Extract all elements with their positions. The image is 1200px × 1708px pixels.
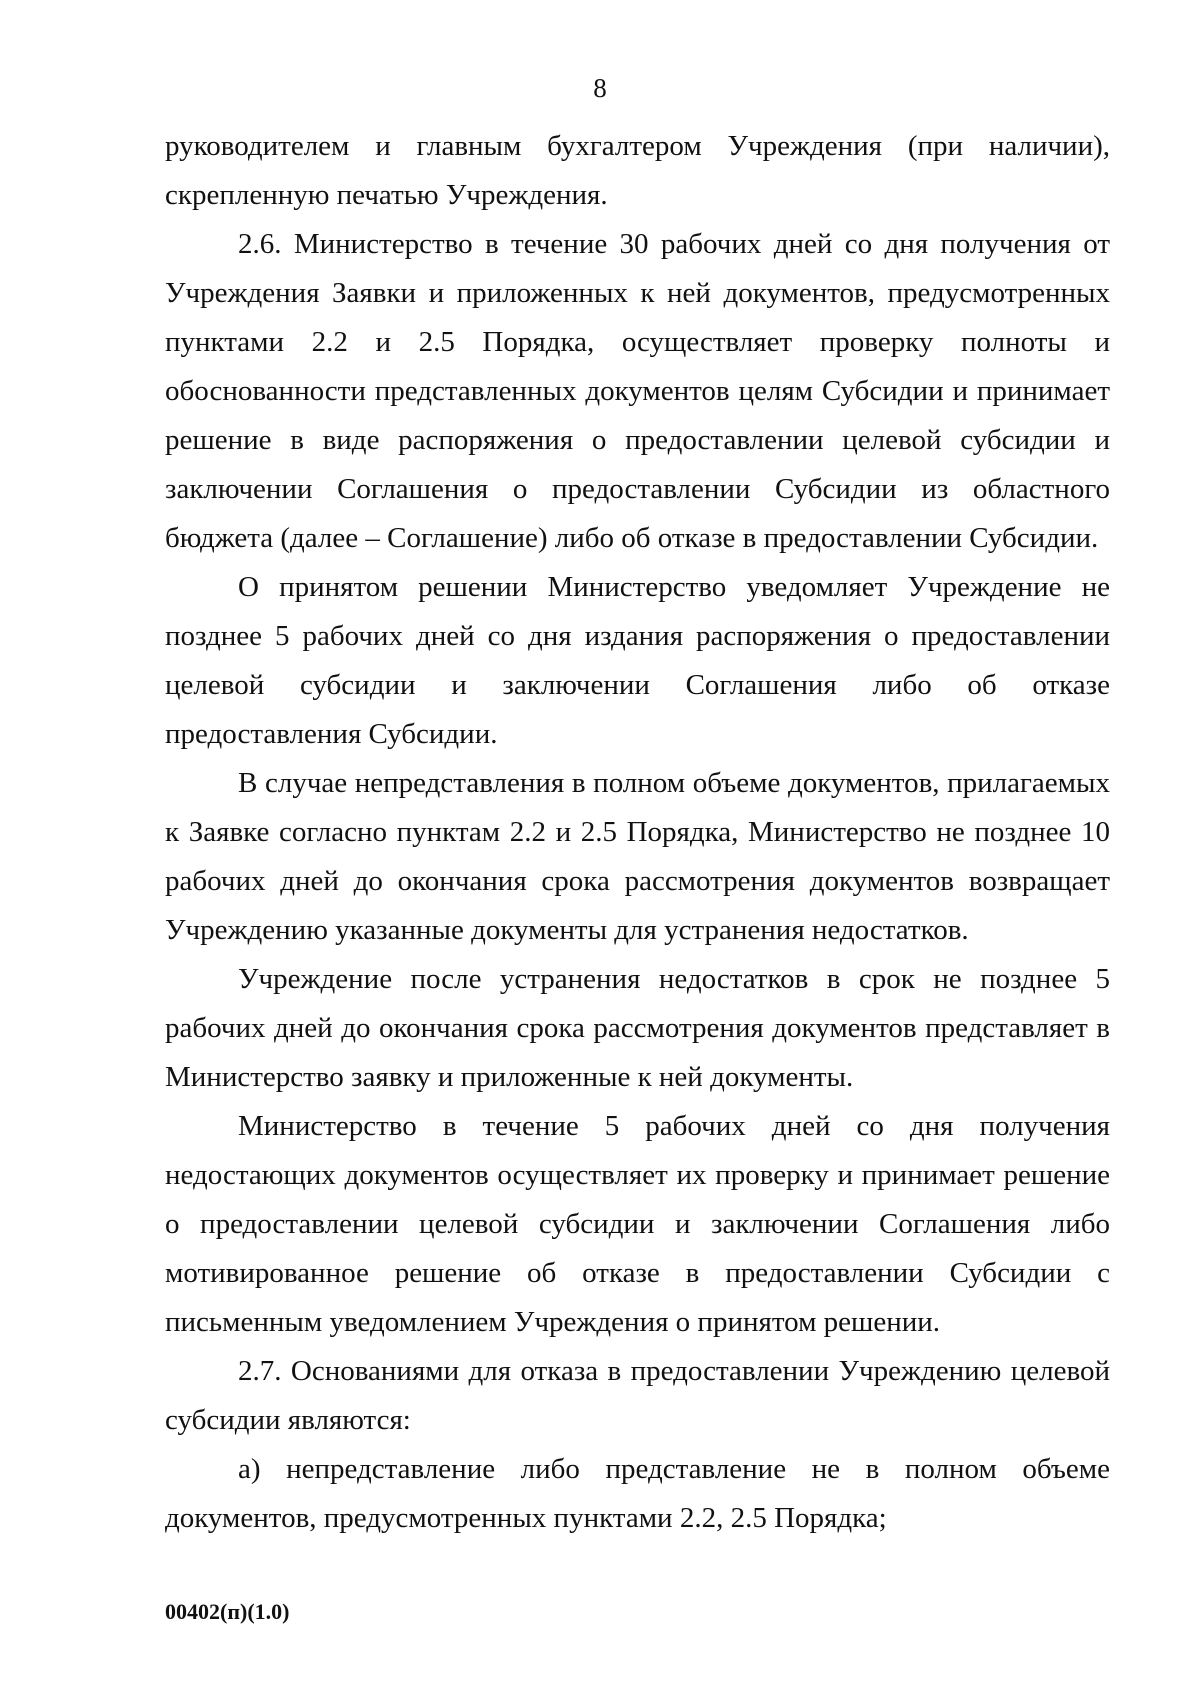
paragraph-review-missing: Министерство в течение 5 рабочих дней со дня получения недостающих документов осуществляет их проверку и принимает решение о предоставлении целевой субсидии и заключении Соглашения либо мотивированное решение об отказе в предоставлении Субсидии с письменным уведомлением Учреждения о принятом решении. [165, 1110, 1110, 1338]
paragraph-resubmission: Учреждение после устранения недостатков в срок не позднее 5 рабочих дней до окончания срока рассмотрения документов представляет в Министерство заявку и приложенные к ней документы. [165, 963, 1110, 1093]
paragraph-continuation: руководителем и главным бухгалтером Учреждения (при наличии), скрепленную печатью Учреждения. [165, 130, 1110, 211]
page-number: 8 [593, 73, 607, 103]
document-body [165, 122, 1110, 1543]
paragraph-2-6: 2.6. Министерство в течение 30 рабочих дней со дня получения от Учреждения Заявки и приложенных к ней документов, предусмотренных пунктами 2.2 и 2.5 Порядка, осуществляет проверку полноты и обоснованности представленных документов целям Субсидии и принимает решение в виде распоряжения о предоставлении целевой субсидии и заключении Соглашения о предоставлении Субсидии из областного бюджета (далее – Соглашение) либо об отказе в предоставлении Субсидии. [165, 228, 1110, 554]
paragraph-2-7: 2.7. Основаниями для отказа в предоставлении Учреждению целевой субсидии являются: [165, 1355, 1110, 1436]
paragraph-item-a: а) непредставление либо представление не в полном объеме документов, предусмотренных пунктами 2.2, 2.5 Порядка; [165, 1453, 1110, 1534]
paragraph-incomplete-documents: В случае непредставления в полном объеме документов, прилагаемых к Заявке согласно пунктам 2.2 и 2.5 Порядка, Министерство не позднее 10 рабочих дней до окончания срока рассмотрения документов возвращает Учреждению указанные документы для устранения недостатков. [165, 767, 1110, 946]
document-code: 00402(п)(1.0) [165, 1599, 290, 1624]
paragraph-decision-notice: О принятом решении Министерство уведомляет Учреждение не позднее 5 рабочих дней со дня издания распоряжения о предоставлении целевой субсидии и заключении Соглашения либо об отказе предоставления Субсидии. [165, 571, 1110, 750]
